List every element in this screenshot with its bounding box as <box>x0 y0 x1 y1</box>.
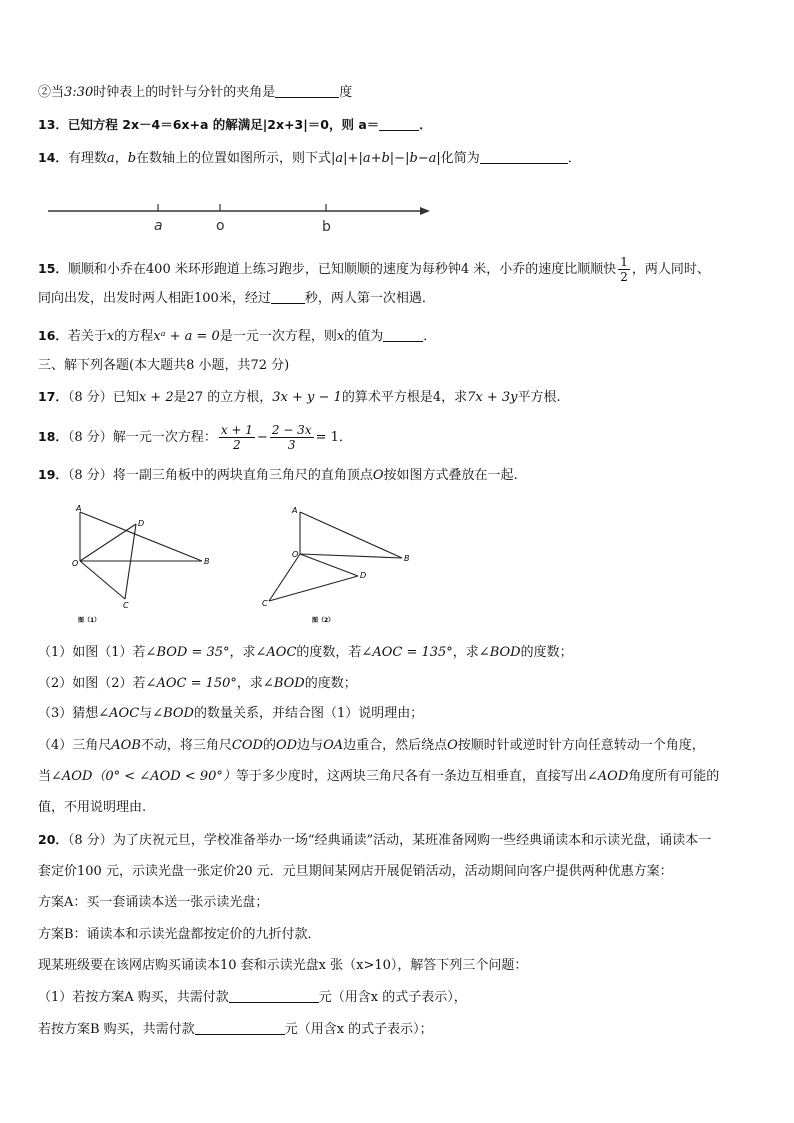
fig1-label-O: O <box>72 559 79 568</box>
number-line-figure <box>44 196 436 236</box>
question-20-plan-a: 方案A：买一套诵读本送一张示读光盘； <box>38 895 269 910</box>
question-19-part-4-line-3: 值，不用说明理由. <box>38 800 147 815</box>
question-20-part-1b: 若按方案B 购买，共需付款 元（用含x 的式子表示）； <box>38 1022 433 1037</box>
fig2-label-B: B <box>404 554 410 563</box>
question-19-part-2: （2）如图（2）若∠AOC = 150°，求∠BOD的度数； <box>38 676 357 691</box>
fig2-label-D: D <box>360 571 367 580</box>
figure-2 <box>258 502 418 627</box>
question-19: 19．（8 分）将一副三角板中的两块直角三角尺的直角顶点O按如图方式叠放在一起. <box>38 467 518 483</box>
question-20-line-2: 套定价100 元，示读光盘一张定价20 元．元旦期间某网店开展促销活动，活动期间向客户提供两种优惠方案： <box>38 864 673 879</box>
question-15-line-2: 同向出发，出发时两人相距100米，经过 秒，两人第一次相遇． <box>38 291 435 306</box>
question-19-part-1: （1）如图（1）若∠BOD = 35°，求∠AOC的度数，若∠AOC = 135°，求∠BOD的度数； <box>38 645 573 660</box>
fig2-label-A: A <box>292 506 298 515</box>
answer-blank[interactable] <box>271 290 305 304</box>
number-line-label-b: b <box>322 219 331 235</box>
answer-blank[interactable] <box>480 150 568 164</box>
figure-1 <box>70 502 220 627</box>
question-14: 14．有理数a，b在数轴上的位置如图所示，则下式|a|+|a+b|−|b−a|化简为 ． <box>38 150 581 166</box>
answer-blank[interactable] <box>383 328 423 342</box>
question-20-line-1: 20．（8 分）为了庆祝元旦，学校准备举办一场“经典诵读”活动，某班准备网购一些经典诵读本和示读光盘，诵读本一 <box>38 832 712 848</box>
fraction-2: $\frac{2 - 3x}{3}$ <box>271 423 312 452</box>
question-13: 13．已知方程 2x－4＝6x+a 的解满足|2x+3|＝0，则 a＝ ． <box>38 117 432 132</box>
question-16: 16．若关于x的方程xᵃ + a = 0是一元一次方程，则x的值为 ． <box>38 328 437 344</box>
answer-blank[interactable] <box>229 989 319 1003</box>
fig1-label-A: A <box>76 504 82 513</box>
fig2-caption: 图（2） <box>312 617 335 624</box>
question-20-part-1a: （1）若按方案A 购买，共需付款 元（用含x 的式子表示）， <box>38 990 467 1005</box>
fraction-half: $\frac{1}{2}$ <box>620 255 628 284</box>
answer-blank[interactable] <box>195 1021 285 1035</box>
number-line-label-o: o <box>216 218 225 234</box>
fig1-label-C: C <box>123 601 129 610</box>
fig2-label-C: C <box>262 599 268 608</box>
question-20-line-5: 现某班级要在该网店购买诵读本10 套和示读光盘x 张（x>10），解答下列三个问题： <box>38 958 528 973</box>
question-19-part-4-line-2: 当∠AOD（0° < ∠AOD < 90°）等于多少度时，这两块三角尺各有一条边互相垂直，直接写出∠AOD角度所有可能的 <box>38 769 720 784</box>
question-19-part-3: （3）猜想∠AOC与∠BOD的数量关系，并结合图（1）说明理由； <box>38 706 424 721</box>
fig1-label-B: B <box>204 557 210 566</box>
fig1-caption: 图（1） <box>78 617 101 624</box>
answer-blank[interactable] <box>379 117 419 131</box>
answer-blank[interactable] <box>275 84 339 98</box>
fraction-1: $\frac{x + 1}{2}$ <box>220 423 253 452</box>
section-heading: 三、解下列各题(本大题共8 小题，共72 分) <box>38 358 290 373</box>
question-18: 18．（8 分）解一元一次方程： $\frac{x + 1}{2}$ − $\frac{2 - 3x}{3}$ = 1． <box>38 423 352 452</box>
fig2-label-O: O <box>292 550 299 559</box>
number-line-label-a: a <box>154 218 163 234</box>
question-20-plan-b: 方案B：诵读本和示读光盘都按定价的九折付款． <box>38 927 321 942</box>
fig1-label-D: D <box>138 519 145 528</box>
question-12-part-2: ②当3:30时钟表上的时针与分针的夹角是 度 <box>38 85 353 100</box>
question-17: 17．（8 分）已知x + 2是27 的立方根，3x + y − 1的算术平方根是4，求7x + 3y平方根. <box>38 389 561 405</box>
question-15-line-1: 15．顺顺和小乔在400 米环形跑道上练习跑步，已知顺顺的速度为每秒钟4 米，小乔的速度比顺顺快 $\frac{1}{2}$ ，两人同时、 <box>38 255 710 284</box>
question-19-part-4-line-1: （4）三角尺AOB不动，将三角尺COD的OD边与OA边重合，然后绕点O按顺时针或逆时针方向任意转动一个角度， <box>38 738 705 753</box>
